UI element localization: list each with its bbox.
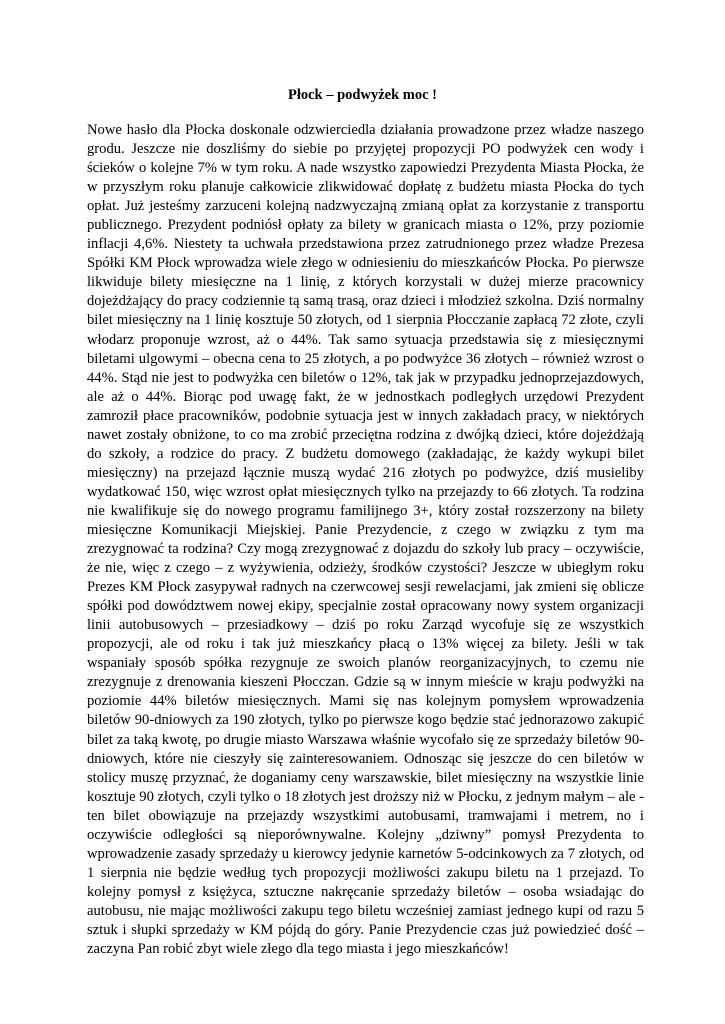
document-title: Płock – podwyżek moc ! — [287, 87, 437, 103]
document-body-paragraph: Nowe hasło dla Płocka doskonale odzwierciedla działania prowadzone przez władze naszego grodu. Jeszcze nie doszliśmy do siebie po przyjętej propozycji PO podwyżek cen wody i ścieków o kolejne 7% w tym roku. A nade wszystko zapowiedzi Prezydenta Miasta Płocka, że w przyszłym roku planuje całkowicie zlikwidować dopłatę z budżetu miasta Płocka do tych opłat. Już jesteśmy zarzuceni kolejną nadzwyczajną zmianą opłat za korzystanie z transportu publicznego. Prezydent podniósł opłaty za bilety w granicach miasta o 12%, przy poziomie inflacji 4,6%. Niestety ta uchwała przedstawiona przez zatrudnionego przez władze Prezesa Spółki KM Płock wprowadza wiele złego w odniesieniu do mieszkańców Płocka. Po pierwsze likwiduje bilety miesięczne na 1 linię, z których korzystali w dużej mierze pracownicy dojeżdżający do pracy codziennie tą samą trasą, oraz dzieci i młodzież szkolna. Dziś normalny bilet miesięczny na 1 linię kosztuje 50 złotych, od 1 sierpnia Płocczanie zapłacą 72 złote, czyli włodarz proponuje wzrost, aż o 44%. Tak samo sytuacja przedstawia się z miesięcznymi biletami ulgowymi – obecna cena to 25 złotych, a po podwyżce 36 złotych – również wzrost o 44%. Stąd nie jest to podwyżka cen biletów o 12%, tak jak w przypadku jednoprzejazdowych, ale aż o 44%. Biorąc pod uwagę fakt, że w jednostkach podległych urzędowi Prezydent zamroził płace pracowników, podobnie sytuacja jest w innych zakładach pracy, w niektórych nawet zostały obniżone, to co ma zrobić przeciętna rodzina z dwójką dzieci, które dojeżdżają do szkoły, a rodzice do pracy. Z budżetu domowego (zakładając, że każdy wykupi bilet miesięczny) na przejazd łącznie muszą wydać 216 złotych po podwyżce, dziś musieliby wydatkować 150, więc wzrost opłat miesięcznych tylko na przejazdy to 66 złotych. Ta rodzina nie kwalifikuje się do nowego programu familijnego 3+, który został rozszerzony na bilety miesięczne Komunikacji Miejskiej. Panie Prezydencie, z czego w związku z tym ma zrezygnować ta rodzina? Czy mogą zrezygnować z dojazdu do szkoły lub pracy – oczywiście, że nie, więc z czego – z wyżywienia, odzieży, środków czystości? Jeszcze w ubiegłym roku Prezes KM Płock zasypywał radnych na czerwcowej sesji rewelacjami, jak zmieni się oblicze spółki pod dowództwem nowej ekipy, specjalnie został opracowany nowy system organizacji linii autobusowych – przesiadkowy – dziś po roku Zarząd wycofuje się ze wszystkich propozycji, ale od roku i tak już mieszkańcy płacą o 13% więcej za bilety. Jeśli w tak wspaniały sposób spółka rezygnuje ze swoich planów reorganizacyjnych, to czemu nie zrezygnuje z drenowania kieszeni Płocczan. Gdzie są w innym mieście w kraju podwyżki na poziomie 44% biletów miesięcznych. Mami się nas kolejnym pomysłem wprowadzenia biletów 90-dniowych za 190 złotych, tylko po pierwsze kogo będzie stać jednorazowo zakupić bilet za taką kwotę, po drugie miasto Warszawa właśnie wycofało się ze sprzedaży biletów 90-dniowych, które nie cieszyły się zainteresowaniem. Odnosząc się jeszcze do cen biletów w stolicy muszę przyznać, że doganiamy ceny warszawskie, bilet miesięczny na wszystkie linie kosztuje 90 złotych, czyli tylko o 18 złotych jest droższy niż w Płocku, z jednym małym – ale - ten bilet obowiązuje na przejazdy wszystkimi autobusami, tramwajami i metrem, no i oczywiście odległości są nieporównywalne. Kolejny „dziwny” pomysł Prezydenta to wprowadzenie zasady sprzedaży u kierowcy jedynie karnetów 5-odcinkowych za 7 złotych, od 1 sierpnia nie będzie według tych propozycji możliwości zakupu biletu na 1 przejazd. To kolejny pomysł z księżyca, sztuczne nakręcanie sprzedaży biletów – osoba wsiadając do autobusu, nie mając możliwości zakupu tego biletu wcześniej zamiast jednego kupi od razu 5 sztuk i słupki sprzedaży w KM pójdą do góry. Panie Prezydencie czas już powiedzieć dość – zaczyna Pan robić zbyt wiele złego dla tego miasta i jego mieszkańców! — [87, 122, 644, 958]
